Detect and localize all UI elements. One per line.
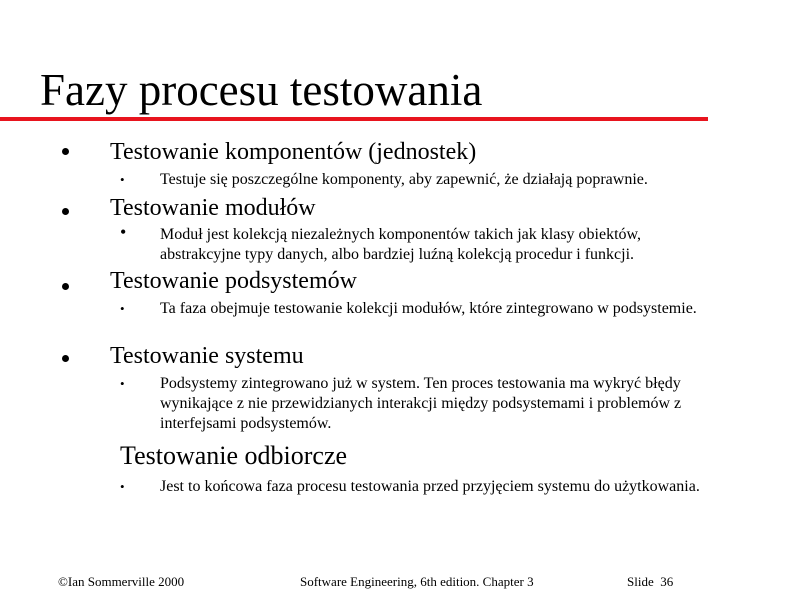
section-detail-components: Testuje się poszczególne komponenty, aby zapewnić, że działają poprawnie. (160, 171, 648, 188)
section-heading-acceptance: Testowanie odbiorcze (120, 441, 348, 470)
bullet-dot-icon (62, 355, 69, 362)
sub-bullet-icon: • (120, 479, 125, 494)
bullet-dot-icon (62, 283, 69, 290)
footer-copyright: ©Ian Sommerville 2000 (58, 574, 185, 589)
bullet-dot-icon (62, 148, 69, 155)
section-heading-components: Testowanie komponentów (jednostek) (110, 139, 477, 165)
section-heading-modules: Testowanie modułów (110, 195, 316, 221)
section-detail-modules: Moduł jest kolekcją niezależnych komponentów takich jak klasy obiektów, abstrakcyjne typy danych, albo bardziej luźną kolekcją procedur i funkcji. (160, 226, 642, 263)
footer-slide-number: Slide 36 (627, 574, 674, 589)
sub-bullet-icon: • (120, 222, 127, 242)
bullet-dot-icon (62, 208, 69, 215)
section-heading-subsystems: Testowanie podsystemów (110, 268, 357, 294)
footer-book-title: Software Engineering, 6th edition. Chapter 3 (300, 574, 534, 589)
slide-title: Fazy procesu testowania (40, 65, 483, 115)
sub-bullet-icon: • (120, 301, 125, 316)
sub-bullet-icon: • (120, 172, 125, 187)
section-heading-system: Testowanie systemu (110, 343, 304, 369)
section-detail-system: Podsystemy zintegrowano już w system. Ten proces testowania ma wykryć błędy wynikające z nie przewidzianych interakcji między podsystemami i problemów z interfejsami podsystemów. (160, 375, 682, 432)
section-detail-subsystems: Ta faza obejmuje testowanie kolekcji modułów, które zintegrowano w podsystemie. (160, 300, 697, 317)
section-detail-acceptance: Jest to końcowa faza procesu testowania przed przyjęciem systemu do użytkowania. (160, 478, 700, 495)
sub-bullet-icon: • (120, 376, 125, 391)
title-underline-rule (0, 117, 708, 121)
